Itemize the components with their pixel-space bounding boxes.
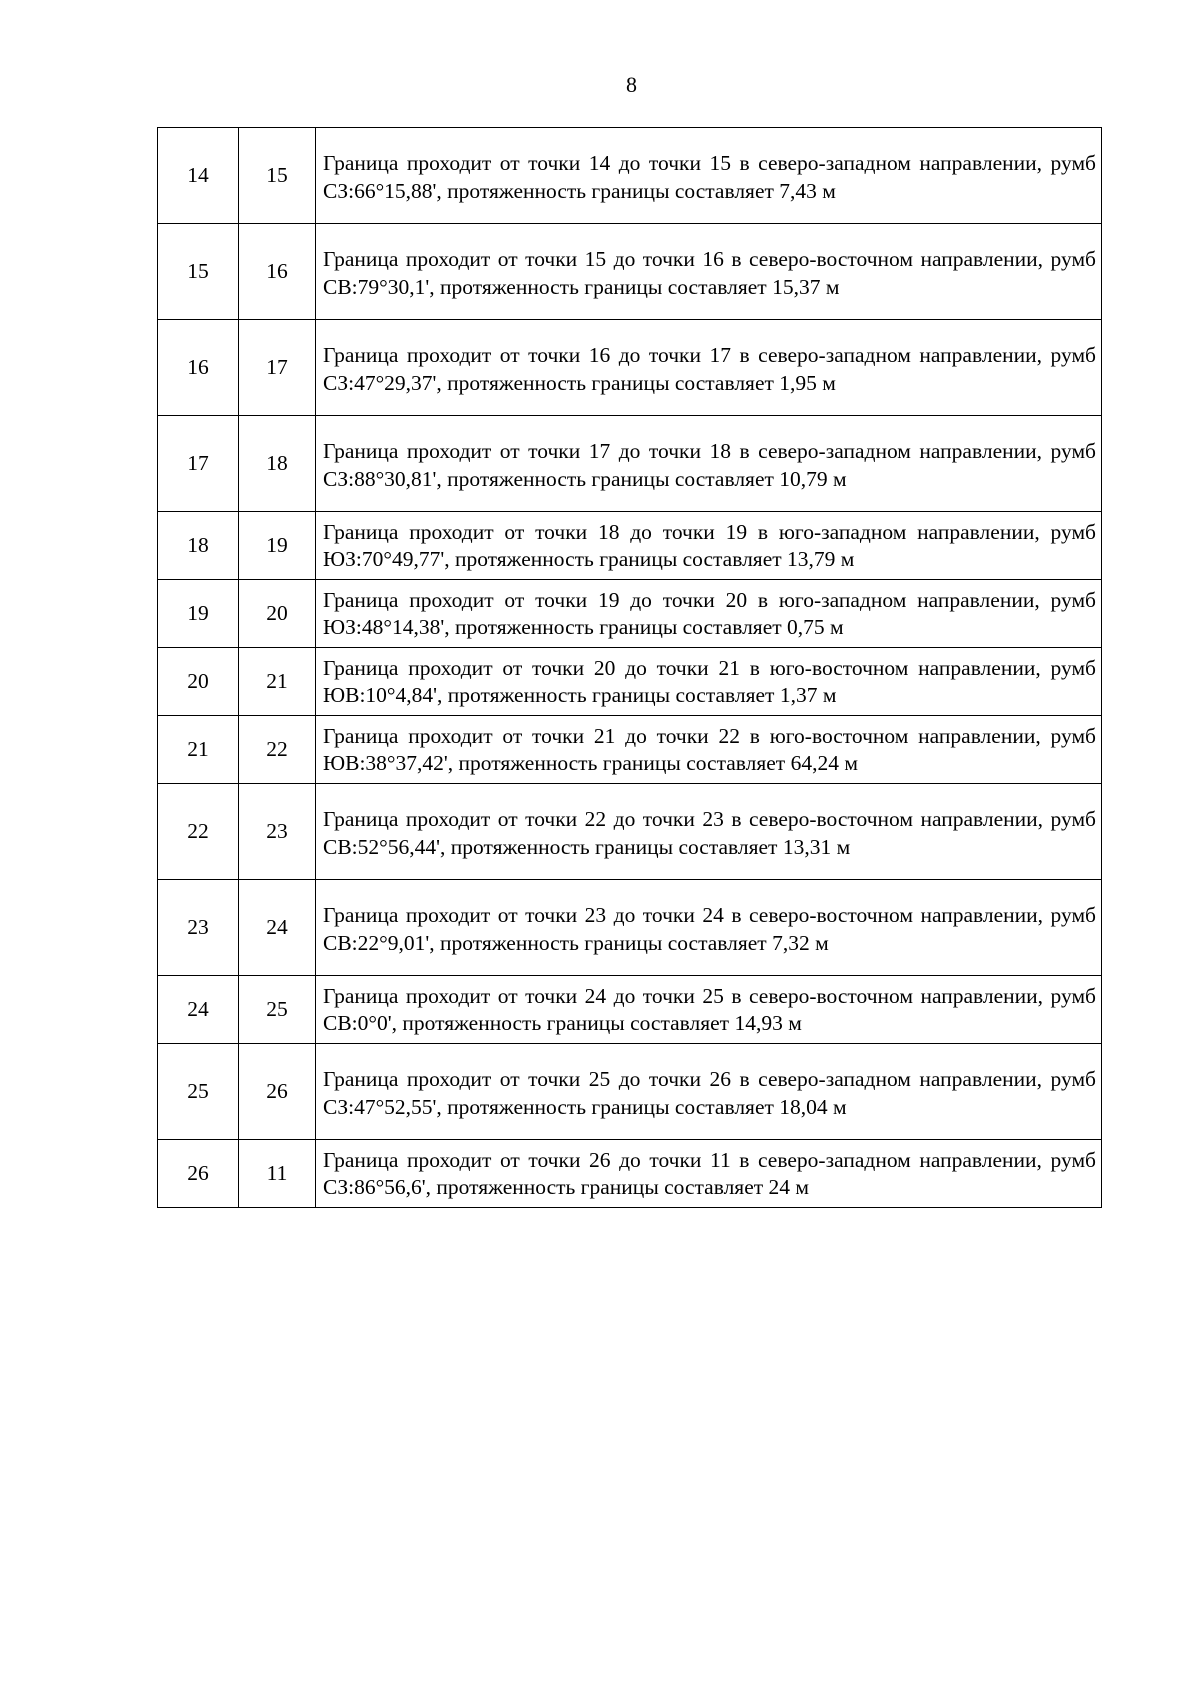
table-row (158, 784, 1102, 880)
boundary-table (157, 127, 1102, 1208)
point-to: 17 (239, 320, 316, 416)
point-from: 17 (158, 416, 239, 512)
point-from: 24 (158, 976, 239, 1044)
point-from: 14 (158, 128, 239, 224)
page-number: 8 (626, 72, 637, 97)
boundary-description: Граница проходит от точки 20 до точки 21 в юго-восточном направлении, румб ЮВ:10°4,84', протяженность границы составляет 1,37 м (316, 648, 1102, 716)
boundary-description: Граница проходит от точки 18 до точки 19 в юго-западном направлении, румб ЮЗ:70°49,77', протяженность границы составляет 13,79 м (316, 512, 1102, 580)
point-to: 26 (239, 1044, 316, 1140)
table-row (158, 976, 1102, 1044)
boundary-description: Граница проходит от точки 24 до точки 25 в северо-восточном направлении, румб СВ:0°0', протяженность границы составляет 14,93 м (316, 976, 1102, 1044)
point-to: 21 (239, 648, 316, 716)
table-row (158, 880, 1102, 976)
point-to: 18 (239, 416, 316, 512)
point-to: 22 (239, 716, 316, 784)
table-row (158, 512, 1102, 580)
table-row (158, 128, 1102, 224)
table-row (158, 580, 1102, 648)
point-to: 24 (239, 880, 316, 976)
table-row (158, 648, 1102, 716)
point-to: 11 (239, 1140, 316, 1208)
point-from: 19 (158, 580, 239, 648)
point-to: 23 (239, 784, 316, 880)
point-from: 18 (158, 512, 239, 580)
boundary-description: Граница проходит от точки 25 до точки 26 в северо-западном направлении, румб СЗ:47°52,55', протяженность границы составляет 18,04 м (316, 1044, 1102, 1140)
table-row (158, 224, 1102, 320)
point-from: 23 (158, 880, 239, 976)
boundary-description: Граница проходит от точки 15 до точки 16 в северо-восточном направлении, румб СВ:79°30,1', протяженность границы составляет 15,37 м (316, 224, 1102, 320)
point-to: 15 (239, 128, 316, 224)
boundary-description: Граница проходит от точки 21 до точки 22 в юго-восточном направлении, румб ЮВ:38°37,42', протяженность границы составляет 64,24 м (316, 716, 1102, 784)
point-from: 21 (158, 716, 239, 784)
boundary-description: Граница проходит от точки 16 до точки 17 в северо-западном направлении, румб СЗ:47°29,37', протяженность границы составляет 1,95 м (316, 320, 1102, 416)
table-row (158, 716, 1102, 784)
table-row (158, 1140, 1102, 1208)
boundary-description: Граница проходит от точки 23 до точки 24 в северо-восточном направлении, румб СВ:22°9,01', протяженность границы составляет 7,32 м (316, 880, 1102, 976)
point-to: 19 (239, 512, 316, 580)
point-to: 20 (239, 580, 316, 648)
point-to: 16 (239, 224, 316, 320)
boundary-description: Граница проходит от точки 17 до точки 18 в северо-западном направлении, румб СЗ:88°30,81', протяженность границы составляет 10,79 м (316, 416, 1102, 512)
table-row (158, 416, 1102, 512)
table-row (158, 320, 1102, 416)
point-from: 26 (158, 1140, 239, 1208)
boundary-description: Граница проходит от точки 22 до точки 23 в северо-восточном направлении, румб СВ:52°56,44', протяженность границы составляет 13,31 м (316, 784, 1102, 880)
point-from: 25 (158, 1044, 239, 1140)
boundary-description: Граница проходит от точки 26 до точки 11 в северо-западном направлении, румб СЗ:86°56,6', протяженность границы составляет 24 м (316, 1140, 1102, 1208)
boundary-description: Граница проходит от точки 14 до точки 15 в северо-западном направлении, румб СЗ:66°15,88', протяженность границы составляет 7,43 м (316, 128, 1102, 224)
boundary-description: Граница проходит от точки 19 до точки 20 в юго-западном направлении, румб ЮЗ:48°14,38', протяженность границы составляет 0,75 м (316, 580, 1102, 648)
table-row (158, 1044, 1102, 1140)
point-from: 16 (158, 320, 239, 416)
point-from: 15 (158, 224, 239, 320)
point-from: 20 (158, 648, 239, 716)
point-from: 22 (158, 784, 239, 880)
point-to: 25 (239, 976, 316, 1044)
